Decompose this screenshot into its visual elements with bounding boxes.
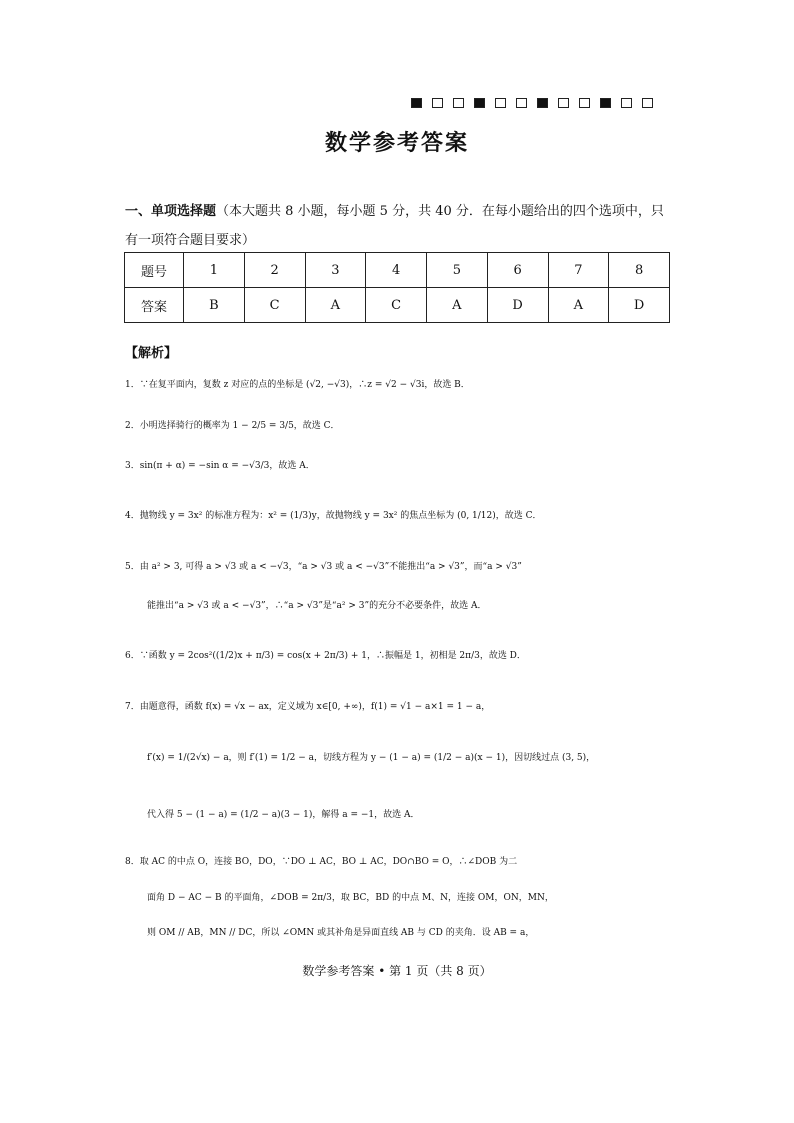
solution-line: 则 OM // AB，MN // DC，所以 ∠OMN 或其补角是异面直线 AB 与 CD 的夹角．设 AB = a， xyxy=(147,928,535,938)
answer-table xyxy=(124,252,670,323)
table-row-numbers xyxy=(125,253,670,288)
solution-line: 1．∵在复平面内，复数 z 对应的点的坐标是 (√2, −√3)，∴z = √2 − √3i，故选 B． xyxy=(125,380,470,390)
table-cell: 2 xyxy=(244,253,305,288)
empty-square-icon xyxy=(516,98,527,108)
page-title: 数学参考答案 xyxy=(324,130,469,156)
empty-square-icon xyxy=(642,98,653,108)
empty-square-icon xyxy=(579,98,590,108)
filled-square-icon xyxy=(411,98,422,108)
page-footer: 数学参考答案 • 第 1 页（共 8 页） xyxy=(302,964,492,978)
solution-line: 7．由题意得，函数 f(x) = √x − ax，定义域为 x∈[0, +∞)，f(1) = √1 − a×1 = 1 − a， xyxy=(125,702,491,712)
table-cell: 6 xyxy=(487,253,548,288)
header-decoration xyxy=(411,98,653,110)
filled-square-icon xyxy=(537,98,548,108)
table-cell: 3 xyxy=(305,253,366,288)
table-cell: A xyxy=(305,288,366,323)
solution-line: 面角 D − AC − B 的平面角，∠DOB = 2π/3，取 BC，BD 的中点 M、N，连接 OM，ON，MN， xyxy=(147,893,554,903)
table-cell: C xyxy=(366,288,427,323)
table-row-answers xyxy=(125,288,670,323)
empty-square-icon xyxy=(432,98,443,108)
filled-square-icon xyxy=(600,98,611,108)
empty-square-icon xyxy=(453,98,464,108)
table-cell: D xyxy=(487,288,548,323)
solution-line: 代入得 5 − (1 − a) = (1/2 − a)(3 − 1)，解得 a = −1，故选 A． xyxy=(147,810,420,820)
empty-square-icon xyxy=(495,98,506,108)
table-cell: 1 xyxy=(184,253,245,288)
solution-line: 5．由 a² > 3, 可得 a > √3 或 a < −√3，“a > √3 或 a < −√3”不能推出“a > √3”，而“a > √3” xyxy=(125,562,522,572)
section-heading: 一、单项选择题 xyxy=(125,204,217,219)
section-1-intro xyxy=(125,197,673,255)
table-cell: 5 xyxy=(427,253,488,288)
table-cell: 8 xyxy=(609,253,670,288)
solution-line: 3．sin(π + α) = −sin α = −√3/3，故选 A． xyxy=(125,461,315,471)
table-cell: D xyxy=(609,288,670,323)
solution-line: 4．抛物线 y = 3x² 的标准方程为：x² = (1/3)y，故抛物线 y = 3x² 的焦点坐标为 (0, 1/12)，故选 C． xyxy=(125,511,542,521)
filled-square-icon xyxy=(474,98,485,108)
section-description-2: 有一项符合题目要求） xyxy=(125,233,256,248)
section-description-1: （本大题共 8 小题，每小题 5 分，共 40 分．在每小题给出的四个选项中，只 xyxy=(216,204,664,219)
table-cell: 4 xyxy=(366,253,427,288)
analysis-heading: 【解析】 xyxy=(125,346,178,361)
solution-line: 6．∵函数 y = 2cos²((1/2)x + π/3) = cos(x + 2π/3) + 1，∴振幅是 1，初相是 2π/3，故选 D． xyxy=(125,651,526,661)
solution-line: f′(x) = 1/(2√x) − a，则 f′(1) = 1/2 − a，切线方程为 y − (1 − a) = (1/2 − a)(x − 1)，因切线过点 (3, 5)， xyxy=(147,753,596,763)
solution-line: 8．取 AC 的中点 O，连接 BO，DO，∵DO ⊥ AC，BO ⊥ AC，DO∩BO = O，∴∠DOB 为二 xyxy=(125,857,518,867)
table-cell: 7 xyxy=(548,253,609,288)
table-cell: C xyxy=(244,288,305,323)
row-label: 答案 xyxy=(125,288,184,323)
empty-square-icon xyxy=(621,98,632,108)
row-label: 题号 xyxy=(125,253,184,288)
solution-line: 2．小明选择骑行的概率为 1 − 2/5 = 3/5，故选 C． xyxy=(125,421,340,431)
table-cell: A xyxy=(548,288,609,323)
table-cell: A xyxy=(427,288,488,323)
empty-square-icon xyxy=(558,98,569,108)
table-cell: B xyxy=(184,288,245,323)
solution-line: 能推出“a > √3 或 a < −√3”，∴“a > √3”是“a² > 3”的充分不必要条件，故选 A． xyxy=(147,601,487,611)
